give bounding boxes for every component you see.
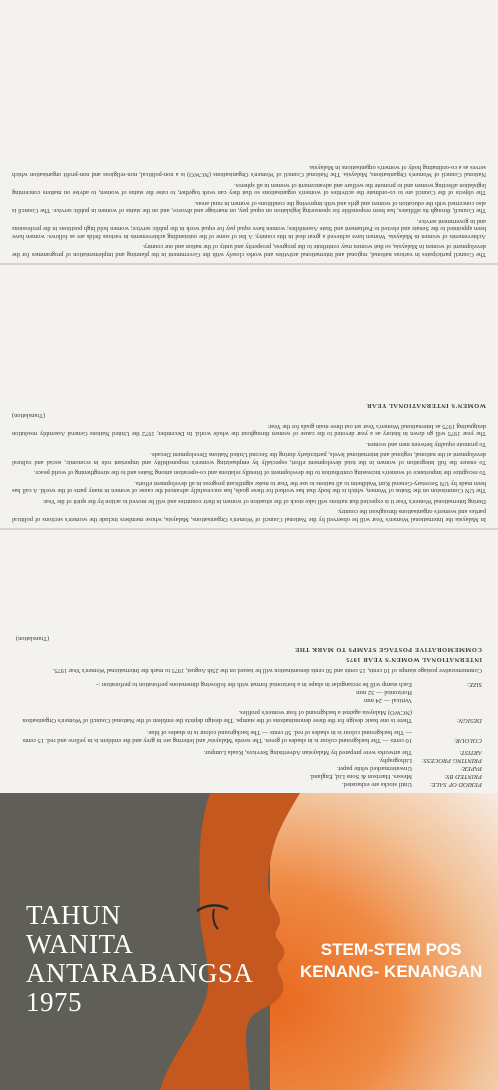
artist-row <box>16 748 482 756</box>
printing-row <box>16 756 482 764</box>
colour-value: 10 cents — The background colour is in shades of green. The words 'Malaysia' and lettering are in grey and the emblem is in yellow and red. 15 cents — The background colour is in shades of red. 50 cents — The background colour is in shades of blue. <box>22 729 412 744</box>
size-row <box>16 680 482 688</box>
council-paragraph: The Council participates in various national, regional and international activities and works closely with the Government in the planning and implementation of programmes for the development of women in Malaysia, so that women may contribute to the progress, prosperity and unity of the nation and our country. <box>12 243 486 258</box>
artist-value: The artworks were prepared by Malaysian Advertising Services, Kuala Lumpur. <box>203 749 412 756</box>
year-paragraph: During International Women's Year it is expected that nations will take stock of the situation of women in their countries and will be moved to action by the spirit of the Year. <box>42 498 486 505</box>
dimension-row <box>16 688 482 696</box>
printed-value: Messrs. Harrison & Sons Ltd, England. <box>309 773 412 780</box>
translation-note: (Translation) <box>12 412 46 420</box>
year-paragraph: The year 1975 will go down in history as a year devoted to the cause of women throughout the whole world. In December, 1972 the United Nations General Assembly resolution designating 1975 as International Women's Year set out three main goals for the Year: <box>12 423 486 438</box>
year-paragraph: In Malaysia the International Women's Year will be observed by the National Council of Women's Organisations, Malaysia, whose members include the women's sections of political parties and women's organisations throughout the country. <box>12 508 486 523</box>
panel-council <box>0 0 498 263</box>
printed-row <box>16 772 482 780</box>
dimension-horizontal: Horizontal — 32 mm <box>356 689 412 696</box>
paper-label: PAPER: <box>460 765 482 772</box>
printing-label: PRINTING PROCESS: <box>421 757 482 764</box>
panel-womens-year-text <box>0 271 498 523</box>
year-paragraph: To recognize the importance of women's increasing contribution to the development of friendly relations and co-operation among States and to the strengthening of world peace. <box>33 469 486 477</box>
cover-title-line: 1975 <box>26 987 82 1017</box>
year-paragraph: The UN Commission on the Status of Women, which is the body that has worked for these goals, has successfully advanced the cause of women in many parts of the world. A call has been made by UN Secretary-General Kurt Waldheim to all nations to use the Year to make significant progress in all development efforts. <box>12 480 486 495</box>
printing-value: Lithography. <box>378 757 412 764</box>
translation-note: (Translation) <box>16 635 50 643</box>
council-paragraph: National Council of Women's Organisations, Malaysia. The National Council of Women's Organisations (NCWO) is a non-political, non-religious and non-profit organisation which serves as a co-ordinating body of women's organisations in Malaysia. <box>12 164 486 179</box>
sale-value: Until stocks are exhausted. <box>341 781 412 788</box>
intro-paragraph: Commemorative postage stamps of 10 cents, 15 cents and 50 cents denomination will be issued on the 25th August, 1975 to mark the International Women's Year 1975. <box>52 667 482 674</box>
size-value: Each stamp will be rectangular in shape in a horizontal format with the following dimensions perforation to perforation :- <box>96 681 412 688</box>
panel-stamp-details <box>0 530 498 793</box>
dimension-vertical: Vertical — 24 mm <box>363 697 412 704</box>
design-label: DESIGN: <box>456 717 482 724</box>
cover-title <box>26 901 253 1017</box>
paper-row <box>16 764 482 772</box>
printed-label: PRINTED BY: <box>444 773 482 780</box>
cover-title-line: ANTARABANGSA <box>26 958 254 988</box>
cover-subtitle <box>300 939 482 983</box>
artist-label: ARTIST: <box>459 749 482 756</box>
colour-label: COLOUR: <box>453 737 482 744</box>
dimension-row <box>16 696 482 704</box>
cover-title-line: TAHUN <box>26 900 121 930</box>
cover-title-line: WANITA <box>26 929 134 959</box>
sale-label: PERIOD OF SALE: <box>429 781 482 788</box>
cover <box>0 793 498 1090</box>
size-label: SIZE: <box>466 681 482 688</box>
cover-subtitle-line: KENANG- KENANGAN <box>300 962 483 981</box>
panel-womens-year <box>0 265 498 528</box>
year-paragraph: To promote equality between men and women. <box>365 441 486 448</box>
panel-heading-1: COMMEMORATIVE POSTAGE STAMPS TO MARK THE <box>294 646 482 653</box>
council-paragraph: The objects of the Council are to co-ordinate the activities of women's organisations so that they can work together, to raise the status of women, to advise on matters concerning legislation affecting women and to promote the welfare and advancement of women in all spheres. <box>12 182 486 197</box>
colour-row <box>16 728 482 744</box>
panel-council-text <box>0 6 498 258</box>
council-paragraph: The Council, through its affiliates, has been responsible for sponsoring legislation on equal pay, on marriage and divorce, and on the status of women in public service. The Council is also concerned with the education of women and girls and with improving the conditions of women in rural areas. <box>12 200 486 215</box>
panel-stamp-details-text <box>0 536 498 788</box>
paper-value: Unwatermarked white paper. <box>336 765 412 772</box>
council-paragraph: Achievements of women in Malaysia. Women have achieved a great deal in this country. A list of some of the outstanding achievements in various fields are as follows: women have been appointed to the Senate and elected to Parliament and State Assemblies; women have equal pay for equal work in the public service; women hold high positions in the professions and in government service. <box>12 218 486 240</box>
year-paragraph: To ensure the full integration of women in the total development effort, especially by emphasizing women's responsibility and important role in economic, social and cultural development at the national, regional and international levels, particularly during the Second United Nations Development Decade. <box>12 451 486 466</box>
design-value: There is one basic design for the three denominations of the stamps. The design depicts the emblem of the National Council of Women's Organisation (NCWO) Malaysia against a background of four women's profiles. <box>22 709 412 724</box>
sale-row <box>16 780 482 788</box>
design-row <box>16 708 482 724</box>
panel-heading: WOMEN'S INTERNATIONAL YEAR <box>366 402 486 409</box>
cover-subtitle-line: STEM-STEM POS <box>320 940 462 959</box>
panel-heading-2: INTERNATIONAL WOMEN'S YEAR 1975 <box>345 656 482 664</box>
